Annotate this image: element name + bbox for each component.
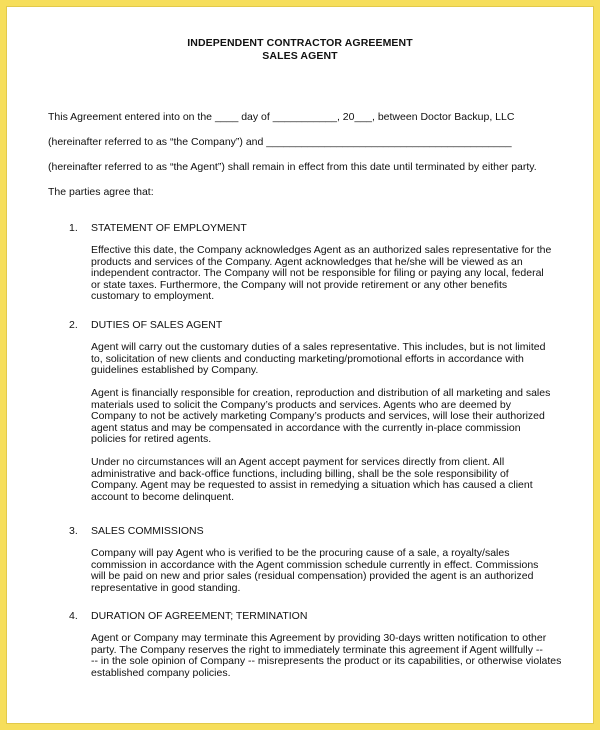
text-line: policies for retired agents. <box>91 433 212 446</box>
text-line: administrative and back-office functions, including billing, shall be the sole responsibility of <box>91 467 509 480</box>
text-line: or state taxes. Furthermore, the Company will not provide retirement or any other benefits <box>91 278 508 291</box>
section-number: 3. <box>69 525 78 537</box>
text-line: Agent is financially responsible for creation, reproduction and distribution of all marketing and sales <box>91 387 551 399</box>
text-line: representative in good standing. <box>91 581 241 594</box>
title-line-1: INDEPENDENT CONTRACTOR AGREEMENT <box>187 37 413 49</box>
document-page <box>6 6 594 724</box>
text-line: Agent will carry out the customary duties of a sales representative. This includes, but is not limited <box>91 341 546 353</box>
text-line: Effective this date, the Company acknowledges Agent as an authorized sales representative for the <box>91 244 552 256</box>
section-2-heading <box>69 319 222 331</box>
section-2-paragraph-3 <box>91 457 561 503</box>
intro-line-1: This Agreement entered into on the ____ day of ___________, 20___, between Doctor Backup, LLC <box>48 111 515 123</box>
text-line: -- in the sole opinion of Company -- misrepresents the product or its capabilities, or otherwise violates <box>91 655 562 668</box>
section-title: DURATION OF AGREEMENT; TERMINATION <box>91 610 308 622</box>
text-line: Under no circumstances will an Agent accept payment for services directly from client. All <box>91 456 505 468</box>
section-title: STATEMENT OF EMPLOYMENT <box>91 222 247 234</box>
text-line: products and services of the Company. Agent acknowledges that he/she will be viewed as an <box>91 255 523 268</box>
section-3-heading <box>69 525 204 537</box>
text-line: party. The Company reserves the right to immediately terminate this agreement if Agent willfully -- <box>91 643 543 656</box>
text-line: guidelines established by Company. <box>91 364 259 377</box>
text-line: independent contractor. The Company will not be responsible for filing or paying any local, federal <box>91 267 544 280</box>
text-line: account to become delinquent. <box>91 490 235 503</box>
section-2-paragraph-1 <box>91 342 561 377</box>
text-line: commission in accordance with the Agent commission schedule currently in effect. Commissions <box>91 558 539 571</box>
intro-line-3: (hereinafter referred to as “the Agent”) shall remain in effect from this date until terminated by either party. <box>48 161 537 173</box>
text-line: established company policies. <box>91 666 231 679</box>
text-line: Agent or Company may terminate this Agreement by providing 30-days written notification to other <box>91 632 547 644</box>
section-number: 2. <box>69 319 78 331</box>
text-line: customary to employment. <box>91 290 215 303</box>
intro-line-4: The parties agree that: <box>48 186 154 198</box>
section-number: 4. <box>69 610 78 622</box>
intro-line-2: (hereinafter referred to as “the Company”) and __________________________________________ <box>48 136 512 148</box>
section-number: 1. <box>69 222 78 234</box>
title-line-2: SALES AGENT <box>262 50 338 62</box>
section-1-heading <box>69 222 247 234</box>
section-title: SALES COMMISSIONS <box>91 525 204 537</box>
section-2-paragraph-2 <box>91 388 561 446</box>
section-1-paragraph-1 <box>91 245 561 303</box>
text-line: agent status and may be compensated in accordance with the currently in-place commission <box>91 421 521 434</box>
section-4-heading <box>69 610 307 622</box>
text-line: will be paid on new and prior sales (residual compensation) provided the agent is an authorized <box>91 570 534 583</box>
text-line: materials used to solicit the Company’s products and services. Agents who are deemed by <box>91 398 512 411</box>
section-4-paragraph-1 <box>91 633 561 679</box>
section-title: DUTIES OF SALES AGENT <box>91 319 223 331</box>
text-line: to, solicitation of new clients and conducting marketing/promotional efforts in accordance with <box>91 352 524 365</box>
text-line: Company. Agent may be requested to assist in remedying a situation which has caused a client <box>91 479 533 492</box>
document-title <box>7 37 593 63</box>
section-3-paragraph-1 <box>91 548 561 594</box>
text-line: Company will pay Agent who is verified to be the procuring cause of a sale, a royalty/sales <box>91 547 510 559</box>
text-line: Company to not be actively marketing Company’s products and services, will lose their authorized <box>91 410 545 423</box>
